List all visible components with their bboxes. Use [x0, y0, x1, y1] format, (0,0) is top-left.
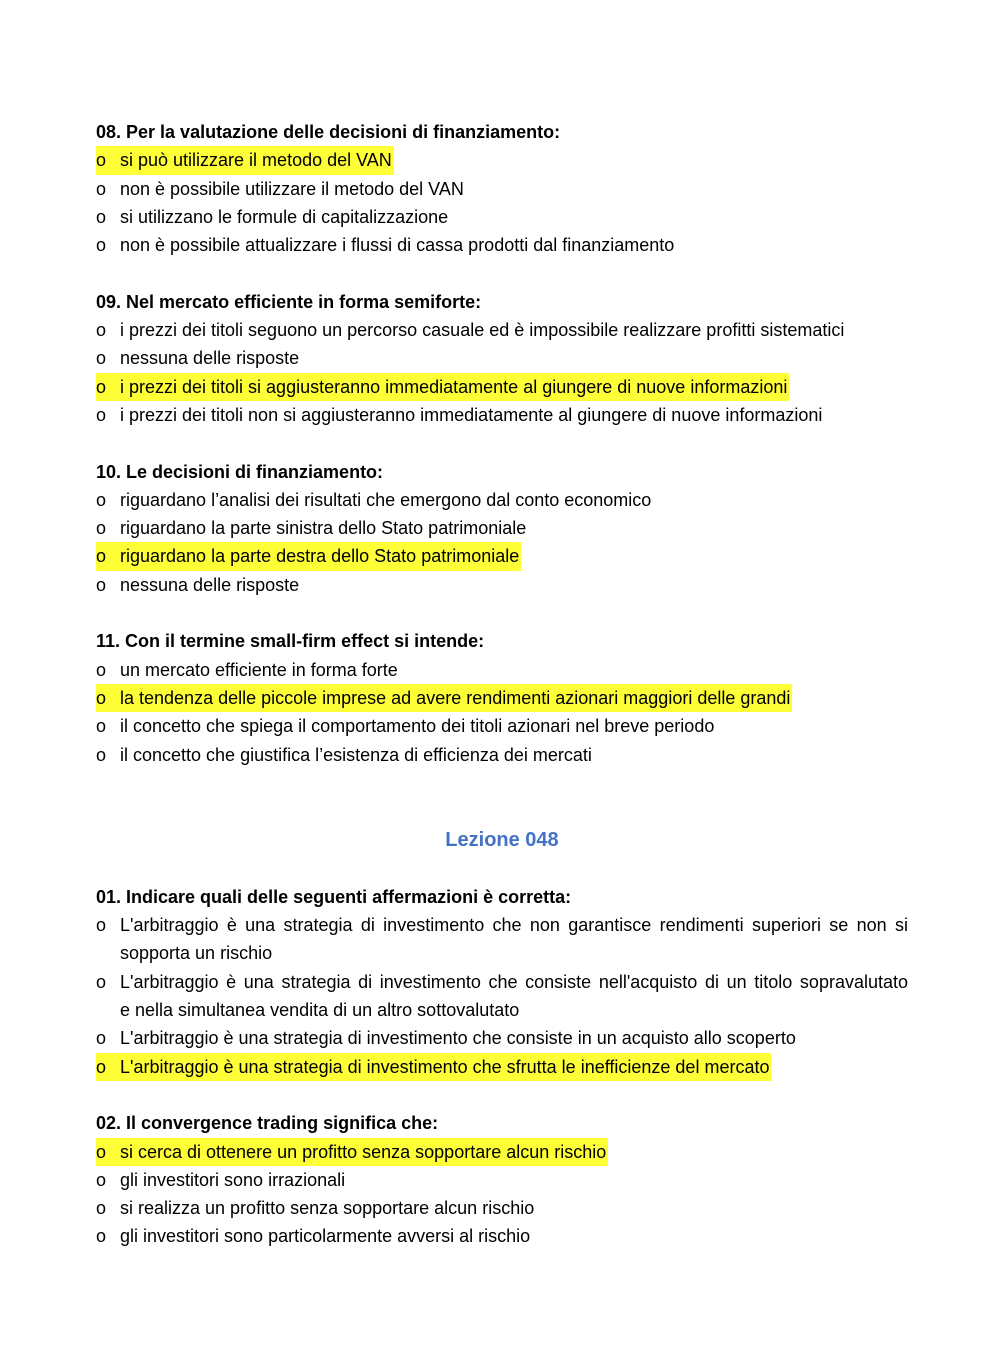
- answer-option: o riguardano la parte sinistra dello Stato patrimoniale: [96, 514, 908, 542]
- question-title: 08. Per la valutazione delle decisioni di finanziamento:: [96, 122, 561, 142]
- bullet-circle-icon: o: [96, 178, 107, 199]
- bullet-circle-icon: o: [96, 716, 107, 737]
- answer-option: o il concetto che giustifica l’esistenza di efficienza dei mercati: [96, 741, 908, 769]
- question-title: 02. Il convergence trading significa che:: [96, 1113, 439, 1134]
- question-title: 01. Indicare quali delle seguenti affermazioni è corretta:: [96, 886, 572, 907]
- bullet-circle-icon: o: [96, 320, 107, 341]
- answer-option: o gli investitori sono particolarmente avversi al rischio: [96, 1222, 908, 1250]
- answer-option-correct: o L'arbitraggio è una strategia di investimento che sfrutta le inefficienze del mercato: [96, 1053, 771, 1081]
- answer-option: o non è possibile attualizzare i flussi di cassa prodotti dal finanziamento: [96, 231, 908, 259]
- bullet-circle-icon: o: [96, 1056, 107, 1077]
- question-11: [96, 627, 908, 768]
- answer-option: [96, 968, 908, 1025]
- question-08: [96, 118, 908, 259]
- question-09: [96, 288, 908, 429]
- answer-option: o si realizza un profitto senza sopportare alcun rischio: [96, 1194, 908, 1222]
- question-title: 10. Le decisioni di finanziamento:: [96, 461, 384, 482]
- bullet-circle-icon: o: [96, 971, 107, 992]
- bullet-circle-icon: o: [96, 1028, 107, 1049]
- answer-option: o i prezzi dei titoli non si aggiusteranno immediatamente al giungere di nuove informazioni: [96, 401, 908, 429]
- answer-option: o L'arbitraggio è una strategia di investimento che consiste in un acquisto allo scoperto: [96, 1024, 908, 1052]
- question-title: 09. Nel mercato efficiente in forma semiforte:: [96, 291, 482, 312]
- bullet-circle-icon: o: [96, 546, 107, 567]
- bullet-circle-icon: o: [96, 687, 107, 708]
- option-line: L'arbitraggio è una strategia di investimento che non garantisce rendimenti superiori se non si: [120, 915, 908, 936]
- question-10: [96, 458, 908, 599]
- bullet-circle-icon: o: [96, 1169, 107, 1190]
- answer-option: o i prezzi dei titoli seguono un percorso casuale ed è impossibile realizzare profitti sistematici: [96, 316, 908, 344]
- answer-option-correct: o riguardano la parte destra dello Stato patrimoniale: [96, 542, 521, 570]
- question-02: [96, 1109, 908, 1250]
- bullet-circle-icon: o: [96, 150, 107, 171]
- answer-option: o un mercato efficiente in forma forte: [96, 656, 908, 684]
- answer-option: o non è possibile utilizzare il metodo del VAN: [96, 175, 908, 203]
- answer-option: o riguardano l’analisi dei risultati che emergono dal conto economico: [96, 486, 908, 514]
- question-title: 11. Con il termine small-firm effect si intende:: [96, 631, 485, 652]
- bullet-circle-icon: o: [96, 235, 107, 256]
- answer-option: o il concetto che spiega il comportamento dei titoli azionari nel breve periodo: [96, 712, 908, 740]
- answer-option: [96, 911, 908, 968]
- answer-option-correct: o la tendenza delle piccole imprese ad avere rendimenti azionari maggiori delle grandi: [96, 684, 792, 712]
- bullet-circle-icon: o: [96, 1198, 107, 1219]
- option-line: L'arbitraggio è una strategia di investimento che consiste nell'acquisto di un titolo sopravalutato: [120, 971, 908, 992]
- bullet-circle-icon: o: [96, 404, 107, 425]
- bullet-circle-icon: o: [96, 915, 107, 936]
- answer-option: o nessuna delle risposte: [96, 344, 908, 372]
- quiz-document: [96, 118, 908, 1279]
- bullet-circle-icon: o: [96, 1141, 107, 1162]
- bullet-circle-icon: o: [96, 574, 107, 595]
- bullet-circle-icon: o: [96, 348, 107, 369]
- answer-option-correct: o si cerca di ottenere un profitto senza sopportare alcun rischio: [96, 1138, 608, 1166]
- answer-option-correct: o si può utilizzare il metodo del VAN: [96, 146, 394, 174]
- answer-option: o nessuna delle risposte: [96, 571, 908, 599]
- bullet-circle-icon: o: [96, 489, 107, 510]
- answer-option: o si utilizzano le formule di capitalizzazione: [96, 203, 908, 231]
- bullet-circle-icon: o: [96, 518, 107, 539]
- bullet-circle-icon: o: [96, 376, 107, 397]
- bullet-circle-icon: o: [96, 1226, 107, 1247]
- bullet-circle-icon: o: [96, 744, 107, 765]
- bullet-circle-icon: o: [96, 659, 107, 680]
- question-01: [96, 883, 908, 1081]
- option-line: sopporta un rischio: [120, 943, 273, 964]
- answer-option: o gli investitori sono irrazionali: [96, 1166, 908, 1194]
- bullet-circle-icon: o: [96, 206, 107, 227]
- answer-option-correct: o i prezzi dei titoli si aggiusteranno immediatamente al giungere di nuove informazioni: [96, 373, 789, 401]
- option-line: e nella simultanea vendita di un altro sottovalutato: [120, 1000, 520, 1021]
- lesson-title: Lezione 048: [445, 828, 559, 851]
